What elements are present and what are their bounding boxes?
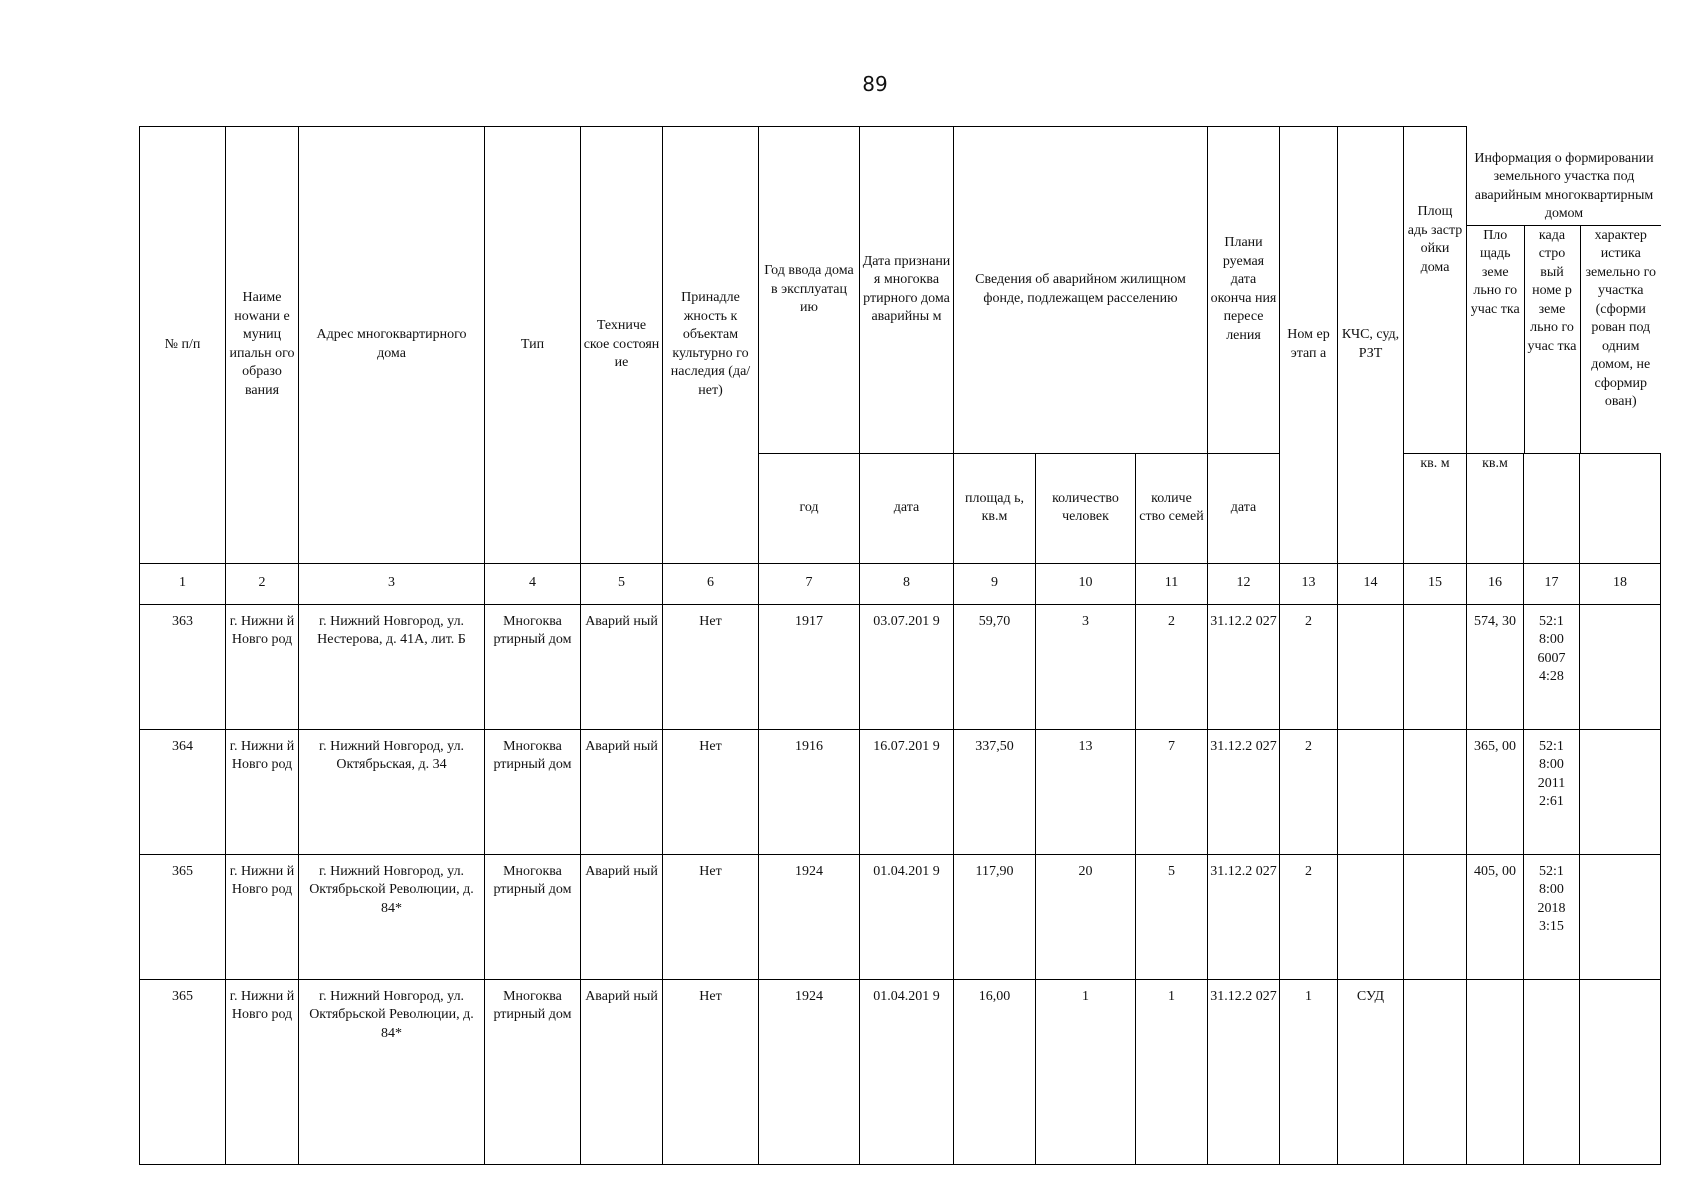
cell-number: 363: [140, 604, 226, 729]
cell-type: Многоква ртирный дом: [485, 979, 581, 1164]
cell-families: 1: [1136, 979, 1208, 1164]
header-col-12-unit: дата: [1208, 453, 1280, 563]
cell-heritage: Нет: [663, 979, 759, 1164]
header-group-16-18: [1467, 127, 1661, 453]
cell-land-area: [1467, 979, 1524, 1164]
header-col-6: Принадле жность к объектам культурно го наследия (да/нет): [663, 127, 759, 564]
cell-kchs: [1338, 854, 1404, 979]
cell-state: Аварий ный: [581, 729, 663, 854]
cell-plan-date: 31.12.2 027: [1208, 729, 1280, 854]
cell-heritage: Нет: [663, 854, 759, 979]
header-col-17-cont: [1524, 453, 1580, 563]
cell-build-area: [1404, 854, 1467, 979]
table-row: [140, 854, 1661, 979]
cell-build-area: [1404, 604, 1467, 729]
column-number: 9: [954, 563, 1036, 604]
cell-people: 13: [1036, 729, 1136, 854]
cell-stage: 1: [1280, 979, 1338, 1164]
header-col-5: Техниче ское состоян ие: [581, 127, 663, 564]
cell-type: Многоква ртирный дом: [485, 854, 581, 979]
cell-municipality: г. Нижни й Новго род: [226, 979, 299, 1164]
cell-kchs: [1338, 604, 1404, 729]
header-col-3: Адрес многоквартирного дома: [299, 127, 485, 564]
header-col-18-cont: [1580, 453, 1661, 563]
cell-year: 1924: [759, 979, 860, 1164]
cell-stage: 2: [1280, 604, 1338, 729]
header-col-7-unit: год: [759, 453, 860, 563]
cell-state: Аварий ный: [581, 979, 663, 1164]
cell-people: 20: [1036, 854, 1136, 979]
cell-people: 3: [1036, 604, 1136, 729]
header-col-18: характер истика земельно го участка (сформи рован под одним домом, не сформир ован): [1580, 225, 1661, 453]
cell-address: г. Нижний Новгород, ул. Октябрьской Революции, д. 84*: [299, 854, 485, 979]
header-col-8-unit: дата: [860, 453, 954, 563]
column-number: 16: [1467, 563, 1524, 604]
header-col-12: Плани руемая дата оконча ния пересе ления: [1208, 127, 1280, 454]
header-col-1: № п/п: [140, 127, 226, 564]
header-col-10: количество человек: [1036, 453, 1136, 563]
column-number: 15: [1404, 563, 1467, 604]
column-number: 18: [1580, 563, 1661, 604]
column-number: 17: [1524, 563, 1580, 604]
header-col-13: Ном ер этап а: [1280, 127, 1338, 564]
column-number: 7: [759, 563, 860, 604]
cell-municipality: г. Нижни й Новго род: [226, 854, 299, 979]
cell-number: 365: [140, 979, 226, 1164]
cell-kchs: [1338, 729, 1404, 854]
cell-land-char: [1580, 729, 1661, 854]
cell-date: 01.04.201 9: [860, 854, 954, 979]
cell-number: 365: [140, 854, 226, 979]
header-col-4: Тип: [485, 127, 581, 564]
column-number: 11: [1136, 563, 1208, 604]
cell-plan-date: 31.12.2 027: [1208, 979, 1280, 1164]
column-number: 8: [860, 563, 954, 604]
header-group-16-18-title: Информация о формировании земельного участка под аварийным многоквартирным домом: [1467, 127, 1661, 226]
column-number: 4: [485, 563, 581, 604]
cell-families: 2: [1136, 604, 1208, 729]
cell-build-area: [1404, 979, 1467, 1164]
cell-area: 337,50: [954, 729, 1036, 854]
column-number: 6: [663, 563, 759, 604]
column-number: 3: [299, 563, 485, 604]
cell-land-area: 405, 00: [1467, 854, 1524, 979]
column-number: 10: [1036, 563, 1136, 604]
header-col-15: Площ адь застр ойки дома: [1404, 127, 1467, 454]
cell-land-area: 365, 00: [1467, 729, 1524, 854]
cell-stage: 2: [1280, 854, 1338, 979]
table-row: [140, 979, 1661, 1164]
cell-date: 16.07.201 9: [860, 729, 954, 854]
header-col-14: КЧС, суд, РЗТ: [1338, 127, 1404, 564]
table-row: [140, 604, 1661, 729]
header-col-9: площад ь, кв.м: [954, 453, 1036, 563]
cell-kchs: СУД: [1338, 979, 1404, 1164]
cell-plan-date: 31.12.2 027: [1208, 604, 1280, 729]
cell-families: 5: [1136, 854, 1208, 979]
header-col-8: Дата признани я многоква ртирного дома аварийны м: [860, 127, 954, 454]
cell-land-area: 574, 30: [1467, 604, 1524, 729]
cell-date: 03.07.201 9: [860, 604, 954, 729]
header-col-16-unit: кв.м: [1467, 453, 1524, 563]
cell-municipality: г. Нижни й Новго род: [226, 729, 299, 854]
emergency-housing-table: [139, 126, 1661, 1165]
cell-land-char: [1580, 604, 1661, 729]
cell-year: 1916: [759, 729, 860, 854]
cell-cadastre: 52:1 8:00 2011 2:61: [1524, 729, 1580, 854]
cell-type: Многоква ртирный дом: [485, 604, 581, 729]
cell-address: г. Нижний Новгород, ул. Октябрьской Революции, д. 84*: [299, 979, 485, 1164]
header-group-16-18-wrapper: [1467, 127, 1661, 454]
header-col-11: количе ство семей: [1136, 453, 1208, 563]
cell-people: 1: [1036, 979, 1136, 1164]
column-number: 1: [140, 563, 226, 604]
header-group-9-11: Сведения об аварийном жилищном фонде, подлежащем расселению: [954, 127, 1208, 454]
cell-land-char: [1580, 979, 1661, 1164]
column-number: 14: [1338, 563, 1404, 604]
cell-plan-date: 31.12.2 027: [1208, 854, 1280, 979]
cell-land-char: [1580, 854, 1661, 979]
header-col-16: Пло щадь земе льно го учас тка: [1467, 225, 1524, 453]
cell-families: 7: [1136, 729, 1208, 854]
cell-date: 01.04.201 9: [860, 979, 954, 1164]
cell-address: г. Нижний Новгород, ул. Октябрьская, д. 34: [299, 729, 485, 854]
cell-municipality: г. Нижни й Новго род: [226, 604, 299, 729]
cell-area: 59,70: [954, 604, 1036, 729]
header-col-7: Год ввода дома в эксплуатац ию: [759, 127, 860, 454]
cell-cadastre: 52:1 8:00 6007 4:28: [1524, 604, 1580, 729]
cell-state: Аварий ный: [581, 604, 663, 729]
header-col-17: када стро вый номе р земе льно го учас тка: [1524, 225, 1580, 453]
cell-build-area: [1404, 729, 1467, 854]
page-number: 89: [862, 72, 888, 96]
column-number: 5: [581, 563, 663, 604]
cell-type: Многоква ртирный дом: [485, 729, 581, 854]
column-number: 12: [1208, 563, 1280, 604]
cell-year: 1924: [759, 854, 860, 979]
cell-area: 117,90: [954, 854, 1036, 979]
cell-heritage: Нет: [663, 604, 759, 729]
cell-stage: 2: [1280, 729, 1338, 854]
cell-state: Аварий ный: [581, 854, 663, 979]
table-row: [140, 729, 1661, 854]
column-number-row: [140, 563, 1661, 604]
cell-area: 16,00: [954, 979, 1036, 1164]
cell-year: 1917: [759, 604, 860, 729]
cell-number: 364: [140, 729, 226, 854]
cell-cadastre: [1524, 979, 1580, 1164]
column-number: 2: [226, 563, 299, 604]
cell-heritage: Нет: [663, 729, 759, 854]
header-row-1: [140, 127, 1661, 454]
header-col-15-unit: кв. м: [1404, 453, 1467, 563]
cell-address: г. Нижний Новгород, ул. Нестерова, д. 41А, лит. Б: [299, 604, 485, 729]
column-number: 13: [1280, 563, 1338, 604]
header-col-2: Наиме нowани е муниц ипальн ого образо вания: [226, 127, 299, 564]
cell-cadastre: 52:1 8:00 2018 3:15: [1524, 854, 1580, 979]
